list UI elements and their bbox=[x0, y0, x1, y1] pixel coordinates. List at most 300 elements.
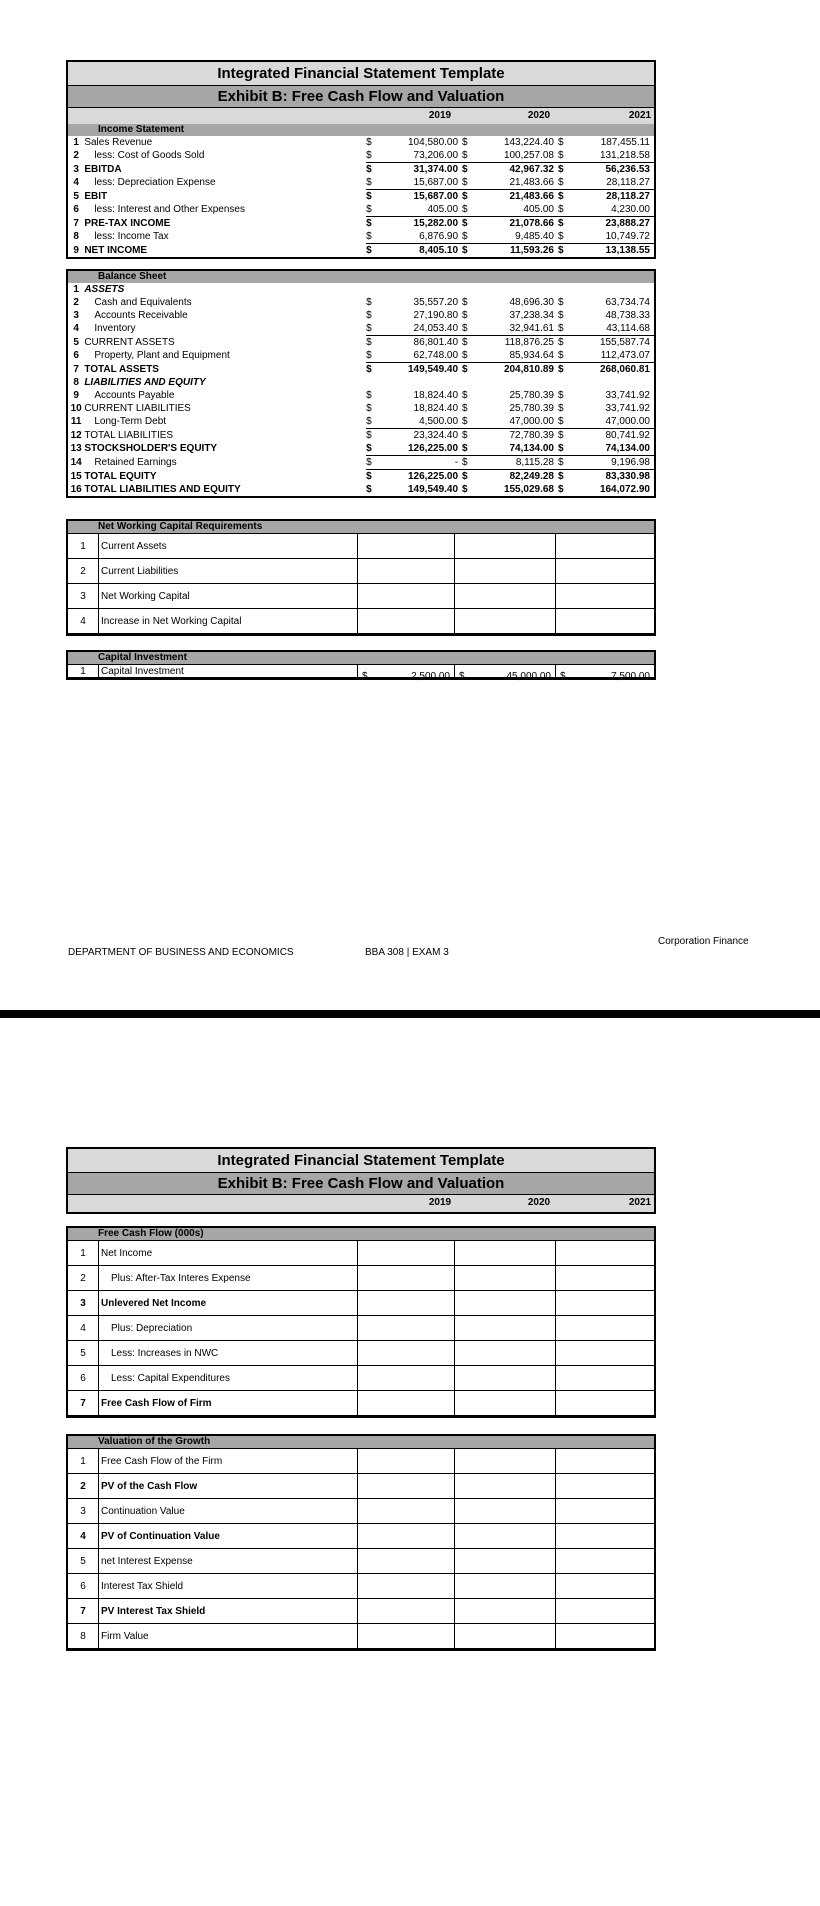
income-statement-table bbox=[68, 136, 654, 257]
input-cell-2020[interactable] bbox=[455, 1266, 556, 1291]
table-row bbox=[68, 149, 654, 163]
balance-sheet-table bbox=[68, 283, 654, 496]
currency-sign: $ bbox=[462, 484, 468, 495]
input-cell-2021[interactable] bbox=[556, 584, 655, 609]
value-cell: 28,118.27 bbox=[606, 191, 650, 202]
row-label: TOTAL LIABILITIES AND EQUITY bbox=[84, 484, 241, 495]
currency-sign: $ bbox=[366, 245, 372, 256]
table-row bbox=[68, 163, 654, 177]
currency-sign: $ bbox=[558, 218, 564, 229]
row-label: less: Cost of Goods Sold bbox=[94, 150, 205, 162]
row-number: 5 bbox=[68, 1341, 99, 1366]
row-number: 3 bbox=[68, 584, 99, 609]
row-number: 6 bbox=[73, 204, 79, 216]
nwc-header: Net Working Capital Requirements bbox=[68, 521, 654, 533]
row-number: 14 bbox=[70, 457, 82, 468]
input-cell-2020[interactable] bbox=[455, 609, 556, 634]
row-number: 1 bbox=[68, 1241, 99, 1266]
value-cell: 73,206.00 bbox=[382, 149, 462, 163]
value-cell: 15,282.00 bbox=[413, 218, 459, 229]
input-cell-2019[interactable] bbox=[358, 1549, 455, 1574]
input-cell-2020[interactable] bbox=[455, 1449, 556, 1474]
input-cell-2021[interactable] bbox=[556, 1391, 655, 1416]
input-cell-2019[interactable] bbox=[358, 1474, 455, 1499]
row-number: 6 bbox=[68, 1574, 99, 1599]
currency-sign: $ bbox=[366, 322, 382, 336]
p1-year-2019: 2019 bbox=[428, 110, 452, 121]
input-cell-2019[interactable] bbox=[358, 1341, 455, 1366]
input-cell-2021[interactable] bbox=[556, 1341, 655, 1366]
input-cell-2021[interactable] bbox=[556, 1574, 655, 1599]
valuation-header: Valuation of the Growth bbox=[68, 1436, 654, 1448]
value-cell: 72,780.39 bbox=[509, 430, 554, 441]
currency-sign: $ bbox=[366, 203, 382, 217]
currency-sign: $ bbox=[462, 230, 478, 244]
row-number: 16 bbox=[70, 484, 82, 495]
value-cell: 405.00 bbox=[382, 203, 462, 217]
row-label: TOTAL LIABILITIES bbox=[84, 429, 174, 441]
table-row bbox=[68, 470, 654, 484]
p1-header-block bbox=[66, 60, 656, 127]
currency-sign bbox=[366, 376, 382, 389]
input-cell-2021[interactable] bbox=[556, 534, 655, 559]
value-cell: 149,549.40 bbox=[407, 484, 459, 495]
input-cell-2021[interactable] bbox=[556, 1266, 655, 1291]
currency-sign: $ bbox=[558, 310, 564, 321]
currency-sign: $ bbox=[366, 471, 372, 482]
input-cell-2021[interactable] bbox=[556, 559, 655, 584]
table-row bbox=[68, 1449, 654, 1474]
input-cell-2021[interactable] bbox=[556, 1499, 655, 1524]
input-cell-2019[interactable] bbox=[358, 1574, 455, 1599]
p2-title: Integrated Financial Statement Template bbox=[68, 1149, 654, 1173]
row-label: CURRENT ASSETS bbox=[84, 336, 175, 348]
value-cell: 131,218.58 bbox=[574, 149, 654, 163]
currency-sign: $ bbox=[558, 442, 574, 456]
value-cell: 63,734.74 bbox=[605, 297, 650, 308]
value-cell: 82,249.28 bbox=[509, 471, 554, 482]
row-number: 3 bbox=[73, 163, 79, 175]
row-number: 1 bbox=[68, 534, 99, 559]
currency-sign: $ bbox=[558, 390, 564, 401]
capex-2021-value: 7,500.00 bbox=[611, 671, 650, 682]
row-label: Net Working Capital bbox=[99, 584, 358, 609]
p1-year-2021: 2021 bbox=[628, 110, 652, 121]
footer-course-name: Corporation Finance bbox=[658, 936, 749, 947]
value-cell: 21,483.66 bbox=[509, 191, 554, 202]
currency-sign bbox=[462, 376, 478, 389]
footer-course-code: BBA 308 | EXAM 3 bbox=[365, 947, 449, 958]
value-cell: 35,557.20 bbox=[413, 297, 459, 308]
table-row bbox=[68, 363, 654, 377]
value-cell: 9,485.40 bbox=[478, 230, 558, 244]
capex-2021 bbox=[556, 665, 655, 682]
input-cell-2020[interactable] bbox=[455, 1499, 556, 1524]
currency-sign: $ bbox=[560, 671, 566, 682]
p1-subtitle: Exhibit B: Free Cash Flow and Valuation bbox=[68, 86, 654, 108]
input-cell-2021[interactable] bbox=[556, 1524, 655, 1549]
value-cell: 6,876.90 bbox=[382, 230, 462, 244]
currency-sign: $ bbox=[558, 349, 574, 363]
row-label: PV Interest Tax Shield bbox=[99, 1599, 358, 1624]
table-row bbox=[68, 336, 654, 350]
input-cell-2021[interactable] bbox=[556, 1449, 655, 1474]
p2-year-row bbox=[68, 1195, 654, 1212]
row-number: 2 bbox=[68, 1266, 99, 1291]
currency-sign bbox=[462, 283, 478, 296]
row-label: STOCKSHOLDER'S EQUITY bbox=[84, 443, 218, 455]
table-row bbox=[68, 1574, 654, 1599]
row-number: 8 bbox=[68, 1624, 99, 1649]
currency-sign: $ bbox=[558, 203, 574, 217]
value-cell: 11,593.26 bbox=[510, 245, 554, 256]
table-row bbox=[68, 1599, 654, 1624]
value-cell: 100,257.08 bbox=[478, 149, 558, 163]
input-cell-2021[interactable] bbox=[556, 1599, 655, 1624]
value-cell bbox=[478, 283, 558, 296]
value-cell: 83,330.98 bbox=[605, 471, 650, 482]
table-row bbox=[68, 1624, 654, 1649]
row-label: Plus: Depreciation bbox=[99, 1316, 358, 1341]
currency-sign: $ bbox=[366, 164, 372, 175]
table-row bbox=[68, 415, 654, 429]
table-row bbox=[68, 176, 654, 190]
row-number: 5 bbox=[73, 190, 79, 202]
capex-2019-value: 2,500.00 bbox=[411, 671, 450, 682]
row-number: 7 bbox=[73, 363, 79, 375]
row-label: Retained Earnings bbox=[94, 457, 177, 468]
table-row bbox=[68, 1266, 654, 1291]
income-statement-header: Income Statement bbox=[68, 124, 654, 136]
table-row bbox=[68, 402, 654, 415]
row-label: Long-Term Debt bbox=[94, 416, 167, 428]
currency-sign: $ bbox=[462, 176, 478, 190]
table-row bbox=[68, 609, 654, 634]
input-cell-2020[interactable] bbox=[455, 1366, 556, 1391]
row-number: 1 bbox=[73, 284, 79, 295]
row-number: 7 bbox=[68, 1599, 99, 1624]
row-number: 4 bbox=[73, 177, 79, 189]
table-row bbox=[68, 1341, 654, 1366]
row-label: less: Income Tax bbox=[94, 231, 169, 243]
row-number: 2 bbox=[68, 1474, 99, 1499]
nwc-block bbox=[66, 519, 656, 636]
value-cell: 74,134.00 bbox=[574, 442, 654, 456]
balance-sheet-block bbox=[66, 269, 656, 498]
currency-sign: $ bbox=[462, 245, 468, 256]
row-label: NET INCOME bbox=[84, 244, 148, 256]
page-divider bbox=[0, 1010, 820, 1018]
value-cell: 143,224.40 bbox=[503, 137, 554, 148]
value-cell bbox=[478, 376, 558, 389]
row-label: ASSETS bbox=[84, 284, 125, 295]
table-row bbox=[68, 136, 654, 149]
table-row bbox=[68, 190, 654, 204]
input-cell-2020[interactable] bbox=[455, 1624, 556, 1649]
p2-year-2020: 2020 bbox=[527, 1197, 551, 1208]
value-cell: 4,230.00 bbox=[574, 203, 654, 217]
currency-sign: $ bbox=[366, 310, 372, 321]
input-cell-2019[interactable] bbox=[358, 1624, 455, 1649]
row-label: Cash and Equivalents bbox=[94, 297, 192, 308]
value-cell: 28,118.27 bbox=[574, 176, 654, 190]
currency-sign: $ bbox=[366, 364, 372, 375]
row-number: 1 bbox=[68, 665, 99, 678]
row-number: 6 bbox=[73, 350, 79, 362]
table-row bbox=[68, 1391, 654, 1416]
row-number: 5 bbox=[68, 1549, 99, 1574]
currency-sign: $ bbox=[558, 245, 564, 256]
row-label: Interest Tax Shield bbox=[99, 1574, 358, 1599]
value-cell: 126,225.00 bbox=[407, 471, 459, 482]
row-label: Sales Revenue bbox=[84, 137, 153, 148]
currency-sign: $ bbox=[366, 403, 372, 414]
p1-title: Integrated Financial Statement Template bbox=[68, 62, 654, 86]
input-cell-2021[interactable] bbox=[556, 1624, 655, 1649]
table-row bbox=[68, 1291, 654, 1316]
capex-2020-value: 45,000.00 bbox=[506, 671, 551, 682]
input-cell-2020[interactable] bbox=[455, 1391, 556, 1416]
row-number: 9 bbox=[73, 390, 79, 401]
fcf-block bbox=[66, 1226, 656, 1418]
input-cell-2021[interactable] bbox=[556, 1474, 655, 1499]
table-row bbox=[68, 309, 654, 322]
input-cell-2021[interactable] bbox=[556, 1291, 655, 1316]
input-cell-2021[interactable] bbox=[556, 609, 655, 634]
input-cell-2019[interactable] bbox=[358, 1524, 455, 1549]
row-label: Continuation Value bbox=[99, 1499, 358, 1524]
row-number: 1 bbox=[73, 137, 79, 148]
table-row bbox=[68, 1366, 654, 1391]
row-number: 10 bbox=[70, 403, 82, 414]
table-row bbox=[68, 203, 654, 217]
table-row bbox=[68, 283, 654, 296]
currency-sign: $ bbox=[462, 164, 468, 175]
value-cell: 10,749.72 bbox=[574, 230, 654, 244]
row-label: Accounts Receivable bbox=[94, 310, 188, 321]
row-number: 7 bbox=[68, 1391, 99, 1416]
value-cell: 268,060.81 bbox=[599, 364, 650, 375]
input-cell-2020[interactable] bbox=[455, 1549, 556, 1574]
input-cell-2020[interactable] bbox=[455, 1291, 556, 1316]
value-cell: 112,473.07 bbox=[574, 349, 654, 363]
input-cell-2020[interactable] bbox=[455, 1341, 556, 1366]
value-cell: 25,780.39 bbox=[509, 390, 554, 401]
table-row bbox=[68, 1474, 654, 1499]
input-cell-2019[interactable] bbox=[358, 559, 455, 584]
table-row bbox=[68, 429, 654, 443]
currency-sign: $ bbox=[462, 390, 468, 401]
currency-sign: $ bbox=[558, 337, 564, 348]
currency-sign: $ bbox=[462, 137, 468, 148]
row-label: Current Assets bbox=[99, 534, 358, 559]
row-number: 4 bbox=[73, 323, 79, 335]
value-cell: 47,000.00 bbox=[478, 415, 558, 429]
currency-sign bbox=[558, 376, 574, 389]
row-label: Accounts Payable bbox=[94, 390, 175, 401]
value-cell bbox=[574, 283, 654, 296]
input-cell-2020[interactable] bbox=[455, 559, 556, 584]
row-label: EBIT bbox=[84, 190, 108, 202]
input-cell-2019[interactable] bbox=[358, 1499, 455, 1524]
value-cell: 56,236.53 bbox=[605, 164, 650, 175]
table-row bbox=[68, 376, 654, 389]
value-cell: 62,748.00 bbox=[382, 349, 462, 363]
nwc-table bbox=[68, 533, 654, 634]
value-cell: 13,138.55 bbox=[605, 245, 650, 256]
row-label: less: Interest and Other Expenses bbox=[94, 204, 245, 216]
input-cell-2019[interactable] bbox=[358, 1599, 455, 1624]
currency-sign: $ bbox=[558, 430, 564, 441]
input-cell-2020[interactable] bbox=[455, 1316, 556, 1341]
row-number: 4 bbox=[68, 1316, 99, 1341]
input-cell-2020[interactable] bbox=[455, 1599, 556, 1624]
currency-sign: $ bbox=[462, 349, 478, 363]
p2-year-2019: 2019 bbox=[428, 1197, 452, 1208]
input-cell-2021[interactable] bbox=[556, 1549, 655, 1574]
value-cell: 8,405.10 bbox=[419, 245, 459, 256]
currency-sign: $ bbox=[366, 442, 382, 456]
table-row bbox=[68, 665, 654, 678]
value-cell: 43,114.68 bbox=[574, 322, 654, 336]
p1-year-row bbox=[68, 108, 654, 125]
currency-sign: $ bbox=[558, 364, 564, 375]
input-cell-2020[interactable] bbox=[455, 534, 556, 559]
currency-sign bbox=[558, 283, 574, 296]
row-label: CURRENT LIABILITIES bbox=[84, 403, 191, 414]
row-number: 7 bbox=[73, 217, 79, 229]
currency-sign: $ bbox=[366, 349, 382, 363]
input-cell-2020[interactable] bbox=[455, 1574, 556, 1599]
value-cell: 25,780.39 bbox=[509, 403, 554, 414]
currency-sign: $ bbox=[558, 403, 564, 414]
fcf-table bbox=[68, 1240, 654, 1416]
currency-sign: $ bbox=[558, 484, 564, 495]
value-cell: 18,824.40 bbox=[413, 403, 459, 414]
currency-sign: $ bbox=[462, 191, 468, 202]
table-row bbox=[68, 442, 654, 456]
currency-sign bbox=[366, 283, 382, 296]
input-cell-2021[interactable] bbox=[556, 1366, 655, 1391]
capex-2020 bbox=[455, 665, 556, 682]
table-row bbox=[68, 534, 654, 559]
value-cell: 9,196.98 bbox=[574, 456, 654, 470]
capex-header: Capital Investment bbox=[68, 652, 654, 664]
input-cell-2019[interactable] bbox=[358, 1241, 455, 1266]
value-cell: 155,587.74 bbox=[599, 337, 650, 348]
currency-sign: $ bbox=[366, 297, 372, 308]
input-cell-2021[interactable] bbox=[556, 1241, 655, 1266]
table-row bbox=[68, 389, 654, 402]
currency-sign: $ bbox=[366, 456, 382, 470]
currency-sign: $ bbox=[362, 671, 368, 682]
input-cell-2019[interactable] bbox=[358, 534, 455, 559]
row-label: Current Liabilities bbox=[99, 559, 358, 584]
currency-sign: $ bbox=[366, 176, 382, 190]
currency-sign: $ bbox=[462, 337, 468, 348]
input-cell-2019[interactable] bbox=[358, 584, 455, 609]
value-cell bbox=[574, 376, 654, 389]
input-cell-2020[interactable] bbox=[455, 1524, 556, 1549]
input-cell-2019[interactable] bbox=[358, 1291, 455, 1316]
table-row bbox=[68, 1241, 654, 1266]
table-row bbox=[68, 584, 654, 609]
currency-sign: $ bbox=[462, 322, 478, 336]
value-cell: 48,696.30 bbox=[509, 297, 554, 308]
table-row bbox=[68, 217, 654, 231]
input-cell-2019[interactable] bbox=[358, 609, 455, 634]
row-label: Free Cash Flow of the Firm bbox=[99, 1449, 358, 1474]
value-cell: 74,134.00 bbox=[478, 442, 558, 456]
currency-sign: $ bbox=[366, 149, 382, 163]
input-cell-2020[interactable] bbox=[455, 1241, 556, 1266]
currency-sign: $ bbox=[366, 337, 372, 348]
value-cell: 187,455.11 bbox=[600, 137, 650, 148]
currency-sign: $ bbox=[558, 322, 574, 336]
value-cell: 32,941.61 bbox=[478, 322, 558, 336]
value-cell: 37,238.34 bbox=[509, 310, 554, 321]
value-cell: 24,053.40 bbox=[382, 322, 462, 336]
currency-sign: $ bbox=[558, 176, 574, 190]
capex-table bbox=[68, 664, 654, 682]
value-cell: 405.00 bbox=[478, 203, 558, 217]
capex-2019 bbox=[358, 665, 455, 682]
table-row bbox=[68, 1316, 654, 1341]
input-cell-2021[interactable] bbox=[556, 1316, 655, 1341]
row-label: Free Cash Flow of Firm bbox=[99, 1391, 358, 1416]
input-cell-2020[interactable] bbox=[455, 1474, 556, 1499]
input-cell-2019[interactable] bbox=[358, 1366, 455, 1391]
currency-sign: $ bbox=[462, 430, 468, 441]
row-number: 4 bbox=[68, 609, 99, 634]
row-number: 1 bbox=[68, 1449, 99, 1474]
currency-sign: $ bbox=[462, 364, 468, 375]
value-cell: 15,687.00 bbox=[413, 191, 459, 202]
row-label: TOTAL ASSETS bbox=[84, 363, 159, 375]
row-label: Increase in Net Working Capital bbox=[99, 609, 358, 634]
currency-sign: $ bbox=[462, 442, 478, 456]
currency-sign: $ bbox=[462, 415, 478, 429]
currency-sign: $ bbox=[366, 191, 372, 202]
value-cell: 31,374.00 bbox=[413, 164, 459, 175]
p2-subtitle: Exhibit B: Free Cash Flow and Valuation bbox=[68, 1173, 654, 1195]
valuation-table bbox=[68, 1448, 654, 1649]
input-cell-2019[interactable] bbox=[358, 1316, 455, 1341]
value-cell: 48,738.33 bbox=[605, 310, 650, 321]
currency-sign: $ bbox=[558, 137, 564, 148]
currency-sign: $ bbox=[462, 218, 468, 229]
value-cell: 33,741.92 bbox=[605, 390, 650, 401]
input-cell-2019[interactable] bbox=[358, 1449, 455, 1474]
row-label: Inventory bbox=[94, 323, 136, 335]
table-row bbox=[68, 559, 654, 584]
currency-sign: $ bbox=[462, 403, 468, 414]
currency-sign: $ bbox=[558, 471, 564, 482]
value-cell bbox=[382, 283, 462, 296]
currency-sign: $ bbox=[558, 456, 574, 470]
row-label: TOTAL EQUITY bbox=[84, 470, 157, 482]
value-cell: 23,888.27 bbox=[605, 218, 650, 229]
currency-sign: $ bbox=[462, 297, 468, 308]
currency-sign: $ bbox=[558, 191, 564, 202]
row-label: PV of the Cash Flow bbox=[99, 1474, 358, 1499]
input-cell-2019[interactable] bbox=[358, 1391, 455, 1416]
row-number: 8 bbox=[73, 377, 79, 388]
row-number: 5 bbox=[73, 336, 79, 348]
input-cell-2019[interactable] bbox=[358, 1266, 455, 1291]
input-cell-2020[interactable] bbox=[455, 584, 556, 609]
row-number: 12 bbox=[70, 429, 82, 441]
